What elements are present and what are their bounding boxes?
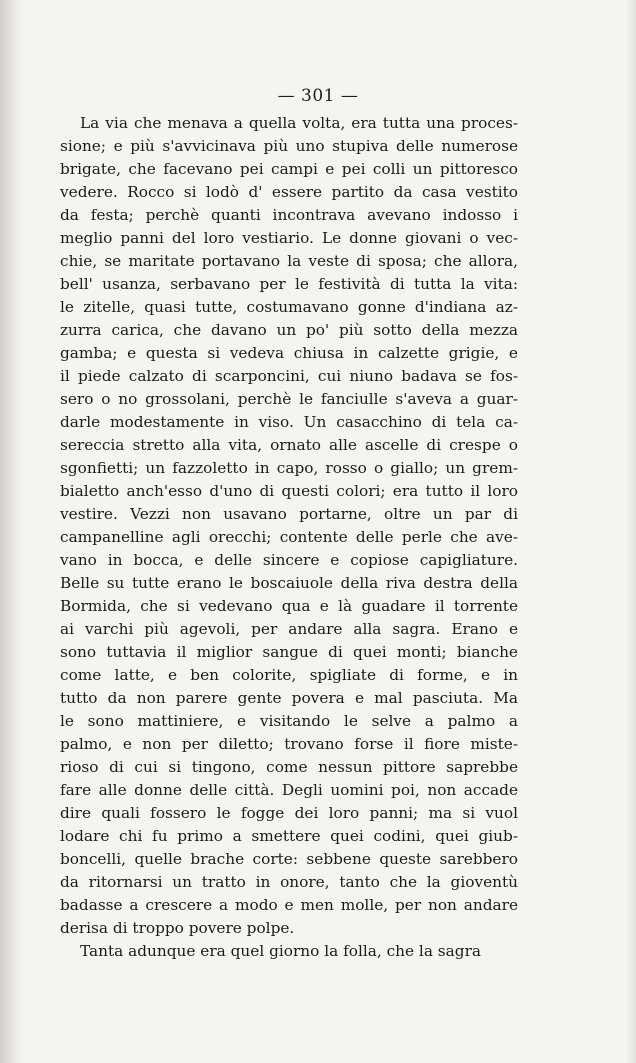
text-line: sione; e più s'avvicinava più uno stupiva delle numerose (60, 137, 518, 155)
text-line: badasse a crescere a modo e men molle, per non andare (60, 896, 518, 914)
text-line: vedere. Rocco si lodò d' essere partito da casa vestito (60, 183, 518, 201)
text-line: derisa di troppo povere polpe. (60, 919, 295, 937)
text-line: dire quali fossero le fogge dei loro panni; ma si vuol (60, 804, 518, 822)
body-text (60, 112, 518, 963)
text-line: darle modestamente in viso. Un casacchino di tela ca- (60, 413, 518, 431)
text-line: da ritornarsi un tratto in onore, tanto che la gioventù (60, 873, 518, 891)
text-line: La via che menava a quella volta, era tutta una proces- (80, 114, 518, 132)
text-line: Belle su tutte erano le boscaiuole della riva destra della (60, 574, 518, 592)
text-line: le sono mattiniere, e visitando le selve a palmo a (60, 712, 518, 730)
text-line: vano in bocca, e delle sincere e copiose capigliature. (60, 551, 518, 569)
text-line: meglio panni del loro vestiario. Le donne giovani o vec- (60, 229, 518, 247)
text-line: vestire. Vezzi non usavano portarne, oltre un par di (60, 505, 518, 523)
text-line: rioso di cui si tingono, come nessun pittore saprebbe (60, 758, 518, 776)
text-line: bialetto anch'esso d'uno di questi colori; era tutto il loro (60, 482, 518, 500)
text-line: il piede calzato di scarponcini, cui niuno badava se fos- (60, 367, 518, 385)
text-line: bell' usanza, serbavano per le festività di tutta la vita: (60, 275, 518, 293)
text-line: sono tuttavia il miglior sangue di quei monti; bianche (60, 643, 518, 661)
text-line: le zitelle, quasi tutte, costumavano gonne d'indiana az- (60, 298, 518, 316)
page-number: — 301 — (277, 86, 359, 106)
text-line: sero o no grossolani, perchè le fanciulle s'aveva a guar- (60, 390, 518, 408)
text-line: palmo, e non per diletto; trovano forse il fiore miste- (60, 735, 518, 753)
text-line: Tanta adunque era quel giorno la folla, che la sagra (80, 942, 481, 960)
text-line: gamba; e questa si vedeva chiusa in calzette grigie, e (60, 344, 518, 362)
text-line: tutto da non parere gente povera e mal pasciuta. Ma (60, 689, 518, 707)
text-line: sgonfietti; un fazzoletto in capo, rosso o giallo; un grem- (60, 459, 518, 477)
text-line: Bormida, che si vedevano qua e là guadare il torrente (60, 597, 518, 615)
text-line: zurra carica, che davano un po' più sotto della mezza (60, 321, 518, 339)
text-line: brigate, che facevano pei campi e pei colli un pittoresco (60, 160, 518, 178)
text-line: sereccia stretto alla vita, ornato alle ascelle di crespe o (60, 436, 518, 454)
text-line: campanelline agli orecchi; contente delle perle che ave- (60, 528, 518, 546)
text-line: ai varchi più agevoli, per andare alla sagra. Erano e (60, 620, 518, 638)
text-line: chie, se maritate portavano la veste di sposa; che allora, (60, 252, 518, 270)
text-line: fare alle donne delle città. Degli uomini poi, non accade (60, 781, 518, 799)
text-line: boncelli, quelle brache corte: sebbene queste sarebbero (60, 850, 518, 868)
text-line: da festa; perchè quanti incontrava avevano indosso i (60, 206, 518, 224)
text-line: come latte, e ben colorite, spigliate di forme, e in (60, 666, 518, 684)
text-line: lodare chi fu primo a smettere quei codini, quei giub- (60, 827, 518, 845)
